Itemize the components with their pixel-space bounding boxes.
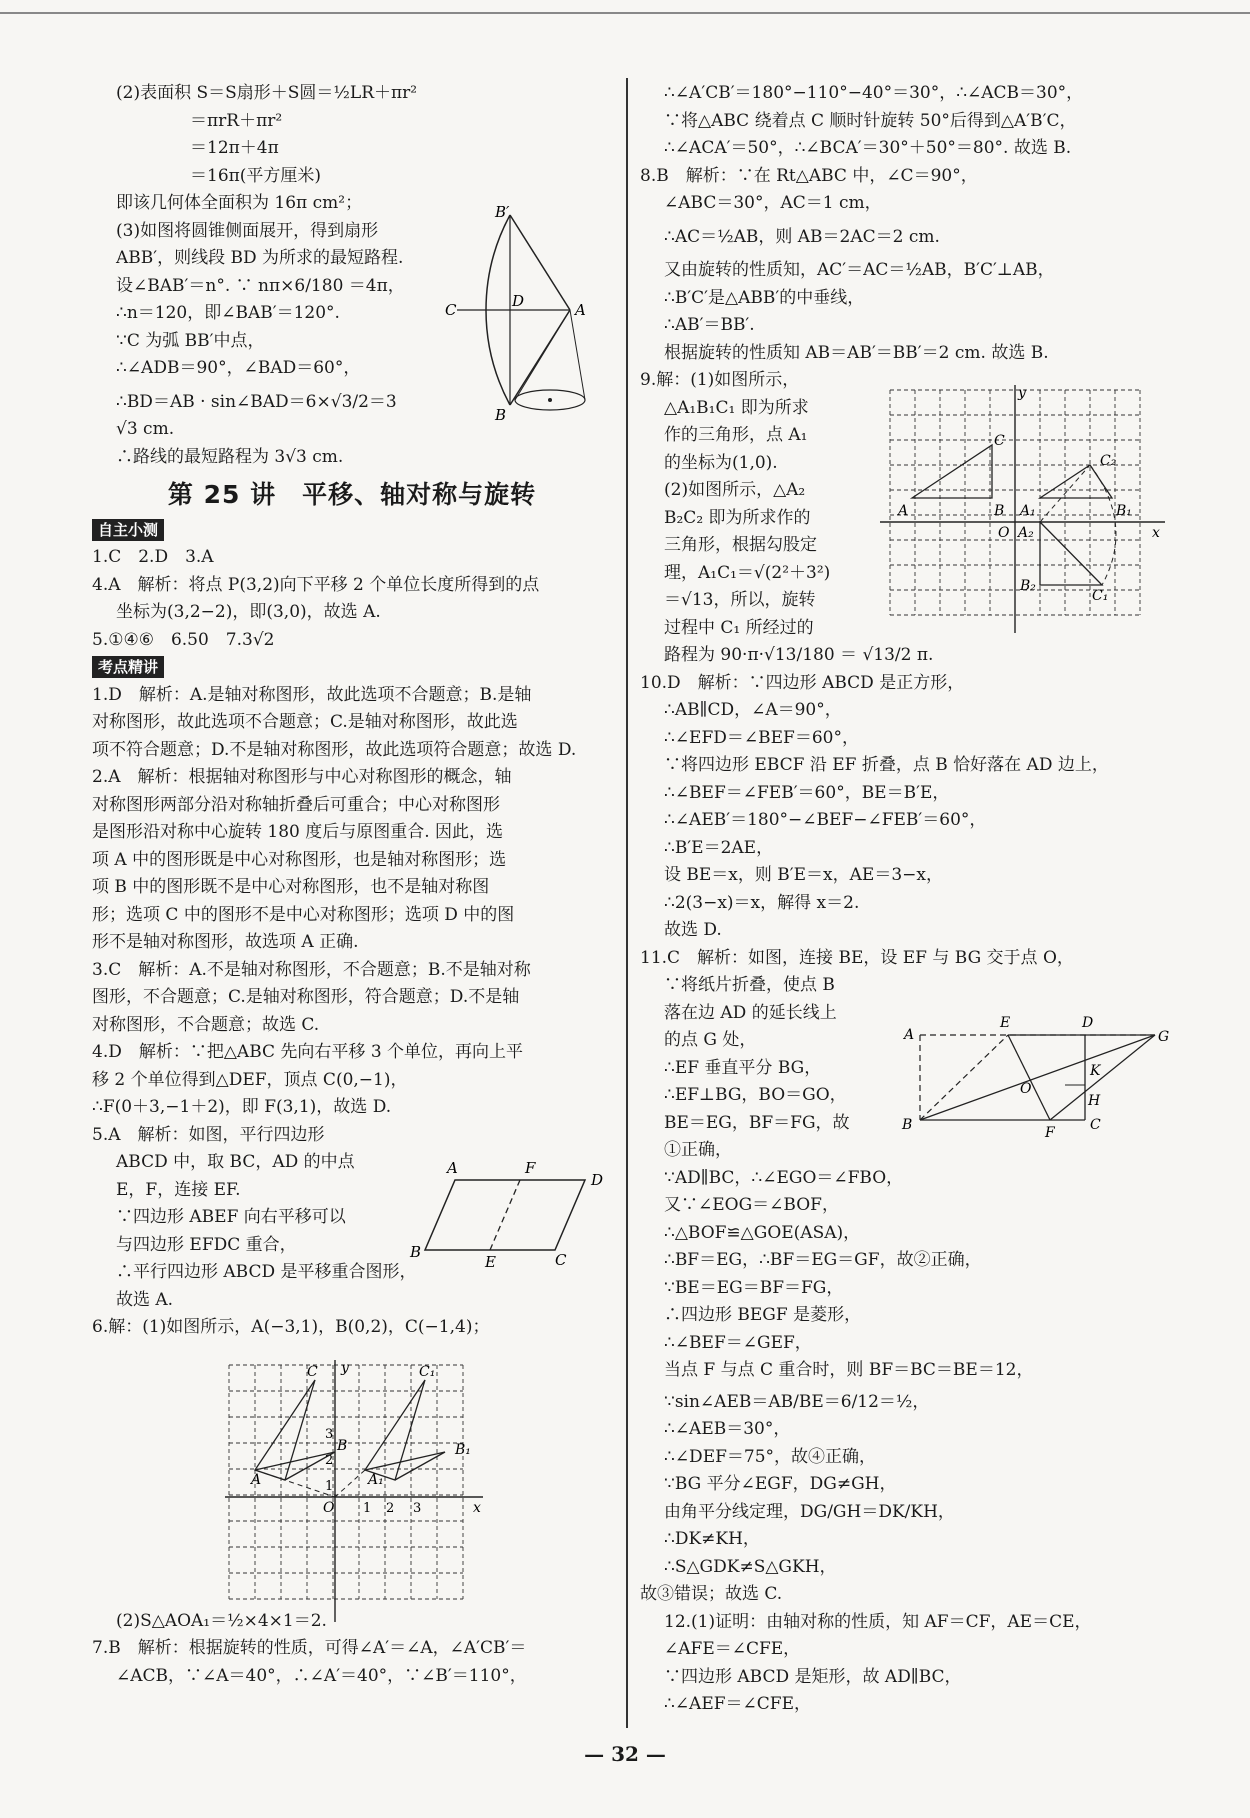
- text-line: 7.B 解析：根据旋转的性质，可得∠A′＝∠A，∠A′CB′＝: [92, 1638, 527, 1658]
- text-line: 4.D 解析：∵把△ABC 先向右平移 3 个单位，再向上平: [92, 1042, 524, 1062]
- text-line: ∴F(0＋3,−1＋2)，即 F(3,1)，故选 D.: [92, 1097, 392, 1117]
- fig-label: E: [485, 1253, 496, 1271]
- fig-label: B: [994, 503, 1005, 519]
- text-line: 故选 A.: [116, 1289, 174, 1310]
- fig-label: B₁: [1116, 503, 1132, 519]
- text-line: ∴AB′＝BB′.: [664, 315, 755, 335]
- text-line: 的坐标为(1,0).: [664, 452, 778, 473]
- fig-label: A: [447, 1159, 458, 1177]
- text-line: ∠ABC＝30°，AC＝1 cm，: [664, 193, 882, 213]
- fold-figure-11: [900, 1005, 1175, 1150]
- text-line: 8.B 解析：∵在 Rt△ABC 中，∠C＝90°，: [640, 165, 978, 186]
- cone-sector-figure: [445, 203, 630, 430]
- fig-label: A₁: [368, 1472, 384, 1488]
- text-line: 理，A₁C₁＝√(2²＋3²): [664, 562, 831, 583]
- text-line: ∵将△ABC 绕着点 C 顺时针旋转 50°后得到△A′B′C，: [664, 110, 1077, 131]
- fig-label: A: [251, 1472, 262, 1488]
- section-tag: 自主小测: [92, 519, 164, 541]
- text-line: 项不符合题意；D.不是轴对称图形，故此选项符合题意；故选 D.: [92, 739, 577, 760]
- parallelogram-figure: [405, 1155, 615, 1271]
- fig-label: E: [1000, 1015, 1011, 1031]
- text-line: ∴EF 垂直平分 BG，: [664, 1057, 822, 1078]
- fig-label: C: [1090, 1117, 1101, 1133]
- text-line: BE＝EG，BF＝FG，故: [664, 1112, 850, 1133]
- text-line: B₂C₂ 即为所求作的: [664, 507, 811, 528]
- text-line: 对称图形两部分沿对称轴折叠后可重合；中心对称图形: [92, 794, 500, 815]
- text-line: 又由旋转的性质知，AC′＝AC＝½AB，B′C′⊥AB，: [664, 260, 1055, 280]
- text-line: 形；选项 C 中的图形不是中心对称图形；选项 D 中的图: [92, 904, 515, 925]
- text-line: 10.D 解析：∵四边形 ABCD 是正方形，: [640, 672, 965, 693]
- text-line: ∴n＝120，即∠BAB′＝120°.: [116, 303, 340, 323]
- text-line: ABCD 中，取 BC，AD 的中点: [116, 1152, 355, 1172]
- text-line: 12.(1)证明：由轴对称的性质，知 AF＝CF，AE＝CE，: [664, 1611, 1092, 1632]
- fig-label: C₁: [419, 1364, 436, 1380]
- text-line: 三角形，根据勾股定: [664, 535, 817, 555]
- text-line: ∵将纸片折叠，使点 B: [664, 975, 835, 995]
- fig-label: 2: [325, 1453, 334, 1468]
- text-line: ＝√13，所以，旋转: [664, 590, 816, 610]
- text-line: 对称图形，故此选项不合题意；C.是轴对称图形，故此选: [92, 712, 518, 732]
- text-line: ∴∠AEB＝30°，: [664, 1419, 791, 1439]
- text-line: 的点 G 处，: [664, 1030, 757, 1050]
- text-line: 故选 D.: [664, 920, 722, 940]
- text-line: ∴平行四边形 ABCD 是平移重合图形，: [116, 1262, 417, 1282]
- fig-label: G: [1158, 1029, 1170, 1045]
- text-line: ∴∠EFD＝∠BEF＝60°，: [664, 727, 859, 748]
- fig-label: O: [998, 525, 1010, 541]
- text-line: ∴DK≠KH，: [664, 1529, 760, 1549]
- text-line: 又∵∠EOG＝∠BOF，: [664, 1195, 839, 1215]
- text-line: 项 B 中的图形既不是中心对称图形，也不是轴对称图: [92, 877, 490, 897]
- text-line: 设∠BAB′＝n°. ∵ nπ×6/180 ＝4π，: [116, 275, 405, 296]
- text-line: 当点 F 与点 C 重合时，则 BF＝BC＝BE＝12，: [664, 1360, 1034, 1380]
- text-line: ∴△BOF≌△GOE(ASA)，: [664, 1222, 861, 1243]
- text-line: ∴AB∥CD，∠A＝90°，: [664, 700, 842, 720]
- lesson-title: 第 25 讲 平移、轴对称与旋转: [167, 480, 537, 509]
- text-line: ∵BE＝EG＝BF＝FG，: [664, 1277, 844, 1298]
- fig-label: B: [902, 1117, 913, 1133]
- text-line: 项 A 中的图形既是中心对称图形，也是轴对称图形；选: [92, 849, 507, 870]
- fig-label: 1: [325, 1479, 334, 1494]
- text-line: 坐标为(3,2−2)，即(3,0)，故选 A.: [116, 602, 381, 622]
- fig-label: B₁: [455, 1442, 471, 1458]
- text-line: ∵四边形 ABCD 是矩形，故 AD∥BC，: [664, 1666, 962, 1687]
- text-line: (2)S△AOA₁＝½×4×1＝2.: [116, 1610, 327, 1631]
- fig-label: C: [555, 1251, 567, 1269]
- fig-label: F: [1045, 1125, 1055, 1141]
- text-line: 1.D 解析：A.是轴对称图形，故此选项不合题意；B.是轴: [92, 684, 532, 705]
- text-line: ∵C 为弧 BB′中点，: [116, 330, 265, 351]
- fig-label: C: [445, 301, 457, 319]
- text-line: 5.A 解析：如图，平行四边形: [92, 1124, 325, 1145]
- text-line: ∴∠BEF＝∠GEF，: [664, 1332, 812, 1353]
- text-line: 落在边 AD 的延长线上: [664, 1002, 837, 1023]
- text-line: ∵AD∥BC，∴∠EGO＝∠FBO，: [664, 1167, 904, 1188]
- text-line: ∴∠AEB′＝180°−∠BEF−∠FEB′＝60°，: [664, 810, 987, 830]
- text-line: ∴B′C′是△ABB′的中垂线，: [664, 287, 865, 308]
- fig-label: y: [1018, 385, 1026, 401]
- text-line: 5.①④⑥ 6.50 7.3√2: [92, 629, 275, 650]
- fig-label: O: [1020, 1081, 1032, 1097]
- fig-label: H: [1088, 1093, 1101, 1109]
- text-line: ∴∠ADB＝90°，∠BAD＝60°，: [116, 358, 361, 378]
- fig-label: C: [994, 433, 1005, 449]
- fig-label: y: [341, 1360, 349, 1376]
- text-line: ∵sin∠AEB＝AB/BE＝6/12＝½，: [664, 1391, 930, 1412]
- text-line: (3)如图将圆锥侧面展开，得到扇形: [116, 220, 379, 241]
- text-line: 路程为 90·π·√13/180 ＝ √13/2 π.: [664, 645, 934, 665]
- fig-label: D: [1082, 1015, 1094, 1031]
- text-line: ∴∠DEF＝75°，故④正确，: [664, 1446, 877, 1467]
- fig-label: D: [512, 292, 525, 310]
- text-line: 9.解：(1)如图所示，: [640, 370, 800, 390]
- text-line: 移 2 个单位得到△DEF，顶点 C(0,−1)，: [92, 1069, 408, 1090]
- fig-label: O: [323, 1500, 335, 1516]
- text-line: 11.C 解析：如图，连接 BE，设 EF 与 BG 交于点 O，: [640, 947, 1074, 968]
- text-line: ∴B′E＝2AE，: [664, 837, 774, 858]
- text-line: △A₁B₁C₁ 即为所求: [664, 397, 809, 418]
- fig-label: C₁: [1092, 588, 1109, 604]
- fig-label: C₂: [1100, 453, 1117, 469]
- fig-label: B′: [495, 203, 510, 221]
- fig-label: A: [898, 503, 909, 519]
- text-line: 2.A 解析：根据轴对称图形与中心对称图形的概念，轴: [92, 767, 512, 787]
- text-line: 6.解：(1)如图所示，A(−3,1)，B(0,2)，C(−1,4)；: [92, 1317, 490, 1337]
- text-line: ABB′，则线段 BD 为所求的最短路程.: [116, 248, 404, 268]
- fig-label: C: [307, 1364, 318, 1380]
- fig-label: B₂: [1020, 578, 1036, 594]
- fig-label: D: [591, 1171, 604, 1189]
- fig-label: B: [337, 1438, 348, 1454]
- grid-figure-9: [880, 385, 1170, 635]
- fig-label: x: [473, 1500, 481, 1516]
- fig-label: 3: [413, 1501, 422, 1516]
- text-line: ∵BG 平分∠EGF，DG≠GH，: [664, 1474, 897, 1494]
- fig-label: 2: [386, 1501, 395, 1516]
- fig-label: A: [904, 1027, 915, 1043]
- text-line: 1.C 2.D 3.A: [92, 547, 214, 567]
- fig-label: A₁: [1020, 503, 1036, 519]
- right-column: [640, 80, 1165, 1719]
- fig-label: A₂: [1018, 525, 1034, 541]
- text-line: ∴2(3−x)＝x，解得 x＝2.: [664, 892, 860, 913]
- text-line: 由角平分线定理，DG/GH＝DK/KH，: [664, 1501, 955, 1522]
- fig-label: K: [1090, 1063, 1101, 1079]
- text-line: 过程中 C₁ 所经过的: [664, 617, 814, 638]
- page-number: — 32 —: [584, 1742, 666, 1766]
- text-line: √3 cm.: [116, 419, 175, 439]
- text-line: ∠AFE＝∠CFE，: [664, 1639, 801, 1659]
- text-line: ∵将四边形 EBCF 沿 EF 折叠，点 B 恰好落在 AD 边上，: [664, 755, 1109, 775]
- fig-label: 3: [325, 1427, 334, 1442]
- fig-label: B: [495, 406, 507, 424]
- text-line: ∴BD＝AB · sin∠BAD＝6×√3/2＝3: [116, 391, 397, 412]
- text-line: 与四边形 EFDC 重合，: [116, 1234, 297, 1255]
- text-line: 3.C 解析：A.不是轴对称图形，不合题意；B.不是轴对称: [92, 959, 531, 980]
- text-line: ∠ACB，∵∠A＝40°，∴∠A′＝40°，∵∠B′＝110°，: [116, 1665, 527, 1686]
- text-line: ∴AC＝½AB，则 AB＝2AC＝2 cm.: [664, 226, 940, 247]
- text-line: ∴∠A′CB′＝180°−110°−40°＝30°，∴∠ACB＝30°，: [664, 83, 1084, 103]
- text-line: ∴BF＝EG，∴BF＝EG＝GF，故②正确，: [664, 1250, 982, 1270]
- top-border: [0, 12, 1250, 14]
- text-line: 即该几何体全面积为 16π cm²；: [116, 193, 363, 213]
- text-line: 设 BE＝x，则 B′E＝x，AE＝3−x，: [664, 865, 943, 885]
- fig-label: A: [575, 301, 586, 319]
- fig-label: x: [1152, 525, 1160, 541]
- text-line: ＝16π(平方厘米): [190, 165, 322, 186]
- text-line: ∴EF⊥BG，BO＝GO，: [664, 1085, 847, 1105]
- fig-label: F: [525, 1159, 536, 1177]
- text-line: ∴路线的最短路程为 3√3 cm.: [116, 446, 344, 467]
- text-line: ∴S△GDK≠S△GKH，: [664, 1556, 837, 1577]
- grid-figure-6: [225, 1360, 485, 1625]
- text-line: E，F，连接 EF.: [116, 1179, 241, 1200]
- text-line: ∴四边形 BEGF 是菱形，: [664, 1305, 862, 1325]
- text-line: (2)表面积 S＝S扇形＋S圆＝½LR＋πr²: [116, 83, 418, 103]
- text-line: 4.A 解析：将点 P(3,2)向下平移 2 个单位长度所得到的点: [92, 574, 540, 595]
- text-line: ∴∠ACA′＝50°，∴∠BCA′＝30°＋50°＝80°. 故选 B.: [664, 138, 1072, 158]
- text-line: 对称图形，不合题意；故选 C.: [92, 1014, 320, 1035]
- text-line: 作的三角形，点 A₁: [664, 425, 808, 445]
- text-line: (2)如图所示，△A₂: [664, 480, 806, 500]
- text-line: ∵四边形 ABEF 向右平移可以: [116, 1207, 346, 1227]
- text-line: 故③错误；故选 C.: [640, 1584, 783, 1604]
- fig-label: B: [410, 1243, 422, 1261]
- text-line: 形不是轴对称图形，故选项 A 正确.: [92, 932, 359, 952]
- text-line: 根据旋转的性质知 AB＝AB′＝BB′＝2 cm. 故选 B.: [664, 342, 1049, 363]
- text-line: ＝πrR＋πr²: [190, 110, 283, 131]
- section-tag: 考点精讲: [92, 656, 164, 678]
- text-line: 图形，不合题意；C.是轴对称图形，符合题意；D.不是轴: [92, 987, 520, 1007]
- text-line: ＝12π＋4π: [190, 138, 279, 158]
- text-line: ∴∠AEF＝∠CFE，: [664, 1694, 811, 1714]
- text-line: ①正确，: [664, 1140, 732, 1160]
- text-line: 是图形沿对称中心旋转 180 度后与原图重合. 因此，选: [92, 822, 504, 842]
- fig-label: 1: [363, 1501, 372, 1516]
- text-line: ∴∠BEF＝∠FEB′＝60°，BE＝B′E，: [664, 782, 950, 803]
